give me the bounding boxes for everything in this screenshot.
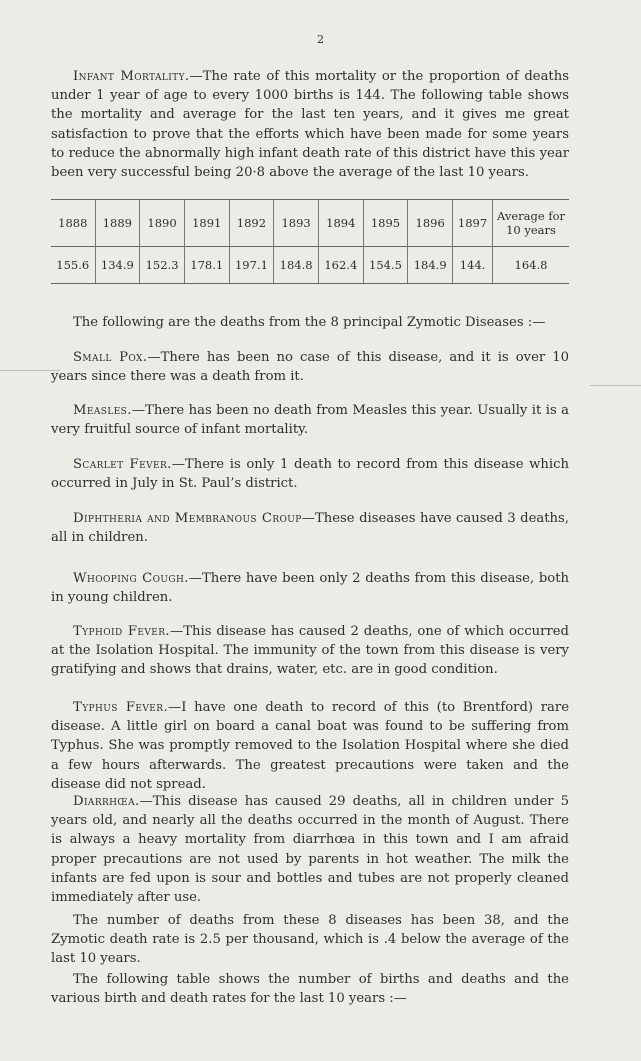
rate-cell: 162.4	[318, 247, 363, 284]
summary-paragraph: The number of deaths from these 8 diseases has been 38, and the Zymotic death rate is 2.5 per thousand, which is .4 below the average of the last 10 years.	[51, 913, 569, 967]
disease-body: —These diseases have caused 3 deaths, all in children.	[51, 511, 569, 546]
disease-heading: Measles.	[73, 403, 132, 418]
average-header-cell: Average for 10 years	[493, 200, 570, 247]
disease-paragraph-small-pox	[51, 348, 569, 386]
table-values-row	[51, 247, 569, 284]
disease-body: —There is only 1 death to record from this disease which occurred in July in St. Paul’s district.	[51, 457, 569, 492]
zymotic-intro: The following are the deaths from the 8 principal Zymotic Diseases :—	[73, 315, 546, 330]
year-cell: 1890	[140, 200, 185, 247]
year-cell: 1892	[229, 200, 274, 247]
section-heading: Infant Mortality.	[73, 69, 190, 84]
disease-body: —I have one death to record of this (to Brentford) rare disease. A little girl on board a canal boat was found to be suffering from Typhus. She was promptly removed to the Isolation Hospital where she died a few hours afterwards. The greatest precautions were taken and the disease did not spread.	[51, 700, 570, 792]
year-cell: 1897	[453, 200, 493, 247]
disease-paragraph-measles	[51, 401, 569, 439]
disease-body: —There have been only 2 deaths from this disease, both in young children.	[51, 571, 569, 606]
disease-body: —This disease has caused 2 deaths, one of which occurred at the Isolation Hospital. The immunity of the town from this disease is very gratifying and shows that drains, water, etc. are in good condition.	[51, 624, 569, 678]
rate-cell: 155.6	[51, 247, 95, 284]
year-cell: 1889	[95, 200, 140, 247]
year-cell: 1895	[363, 200, 408, 247]
page-number: 2	[317, 33, 324, 46]
rate-cell: 154.5	[363, 247, 408, 284]
average-value-cell: 164.8	[493, 247, 570, 284]
rate-cell: 184.9	[408, 247, 453, 284]
disease-body: —There has been no death from Measles this year. Usually it is a very fruitful source of infant mortality.	[51, 403, 569, 438]
disease-paragraph-typhoid-fever	[51, 622, 569, 680]
disease-body: —This disease has caused 29 deaths, all in children under 5 years old, and nearly all the deaths occurred in the month of August. There is always a heavy mortality from diarrhœa in this town and I am afraid proper precautions are not used by parents in hot weather. The milk the infants are fed upon is sour and bottles and tubes are not properly cleaned immediately after use.	[51, 794, 569, 906]
disease-heading: Diphtheria and Membranous Croup	[73, 511, 302, 526]
disease-heading: Typhoid Fever.	[73, 624, 171, 639]
disease-paragraph-whooping-cough	[51, 569, 569, 607]
infant-mortality-table	[51, 199, 569, 284]
table-header-row	[51, 200, 569, 247]
rate-cell: 197.1	[229, 247, 274, 284]
year-cell: 1896	[408, 200, 453, 247]
disease-paragraph-diarrhoea	[51, 792, 569, 907]
disease-heading: Whooping Cough.	[73, 571, 189, 586]
rate-cell: 152.3	[140, 247, 185, 284]
disease-heading: Typhus Fever.	[73, 700, 169, 715]
disease-heading: Scarlet Fever.	[73, 457, 172, 472]
disease-heading: Diarrhœa.	[73, 794, 140, 809]
disease-paragraph-typhus-fever	[51, 698, 569, 794]
closing-paragraph: The following table shows the number of births and deaths and the various birth and death rates for the last 10 years :—	[51, 972, 569, 1007]
year-cell: 1893	[274, 200, 319, 247]
infant-mortality-paragraph	[51, 67, 569, 182]
divider	[590, 385, 641, 386]
rate-cell: 144.	[453, 247, 493, 284]
rate-cell: 184.8	[274, 247, 319, 284]
disease-body: —There has been no case of this disease, and it is over 10 years since there was a death from it.	[51, 350, 569, 385]
year-cell: 1891	[184, 200, 229, 247]
year-cell: 1894	[318, 200, 363, 247]
disease-paragraph-scarlet-fever	[51, 455, 569, 493]
rate-cell: 178.1	[184, 247, 229, 284]
year-cell: 1888	[51, 200, 95, 247]
disease-paragraph-diphtheria	[51, 509, 569, 547]
disease-heading: Small Pox.	[73, 350, 148, 365]
rate-cell: 134.9	[95, 247, 140, 284]
section-body: —The rate of this mortality or the proportion of deaths under 1 year of age to every 1000 births is 144. The following table shows the mortality and average for the last ten years, and it gives me great satisfaction to prove that the efforts which have been made for some years to reduce the abnormally high infant death rate of this district have this year been very successful being 20·8 above the average of the last 10 years.	[51, 69, 569, 181]
